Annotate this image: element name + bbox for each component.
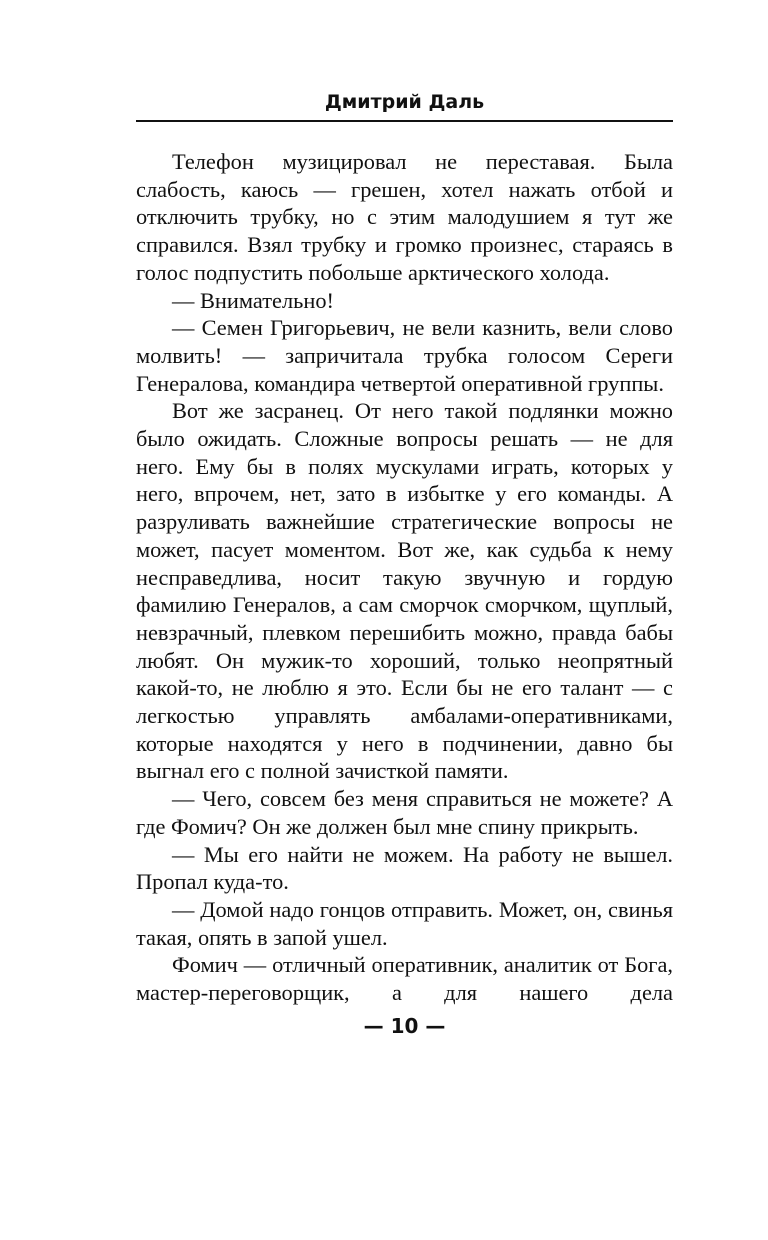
paragraph: Вот же засранец. От него такой подлянки можно было ожидать. Сложные вопросы решать — не для него. Ему бы в полях мускулами играть, которых у него, впрочем, нет, зато в избытке у его команды. А разруливать важнейшие стратегические вопросы не может, пасует моментом. Вот же, как судьба к нему несправедлива, носит такую звучную и гордую фамилию Генералов, а сам сморчок сморчком, щуплый, невзрачный, плевком перешибить можно, правда бабы любят. Он мужик-то хороший, только неопрятный какой-то, не люблю я это. Если бы не его талант — с легкостью управлять амбалами-оперативниками, которые находятся у него в подчинении, давно бы выгнал его с полной зачисткой памяти.	[136, 398, 673, 784]
paragraph: — Мы его найти не можем. На работу не вышел. Пропал куда-то.	[136, 841, 673, 895]
page-number: — 10 —	[363, 1014, 446, 1038]
body-text	[136, 148, 673, 1007]
paragraph: — Чего, совсем без меня справиться не можете? А где Фомич? Он же должен был мне спину прикрыть.	[136, 786, 673, 839]
running-header: Дмитрий Даль	[324, 91, 485, 113]
paragraph: Фомич — отличный оперативник, аналитик от Бога, мастер-переговорщик, а для нашего дела	[136, 952, 673, 1006]
paragraph: — Внимательно!	[172, 287, 335, 313]
header-rule	[136, 120, 673, 122]
paragraph: — Семен Григорьевич, не вели казнить, вели слово молвить! — запричитала трубка голосом Сереги Генералова, командира четвертой оперативной группы.	[136, 315, 673, 396]
paragraph: — Домой надо гонцов отправить. Может, он, свинья такая, опять в запой ушел.	[136, 896, 673, 950]
paragraph: Телефон музицировал не переставая. Была слабость, каюсь — грешен, хотел нажать отбой и отключить трубку, но с этим малодушием я тут же справился. Взял трубку и громко произнес, стараясь в голос подпустить побольше арктического холода.	[136, 149, 673, 285]
